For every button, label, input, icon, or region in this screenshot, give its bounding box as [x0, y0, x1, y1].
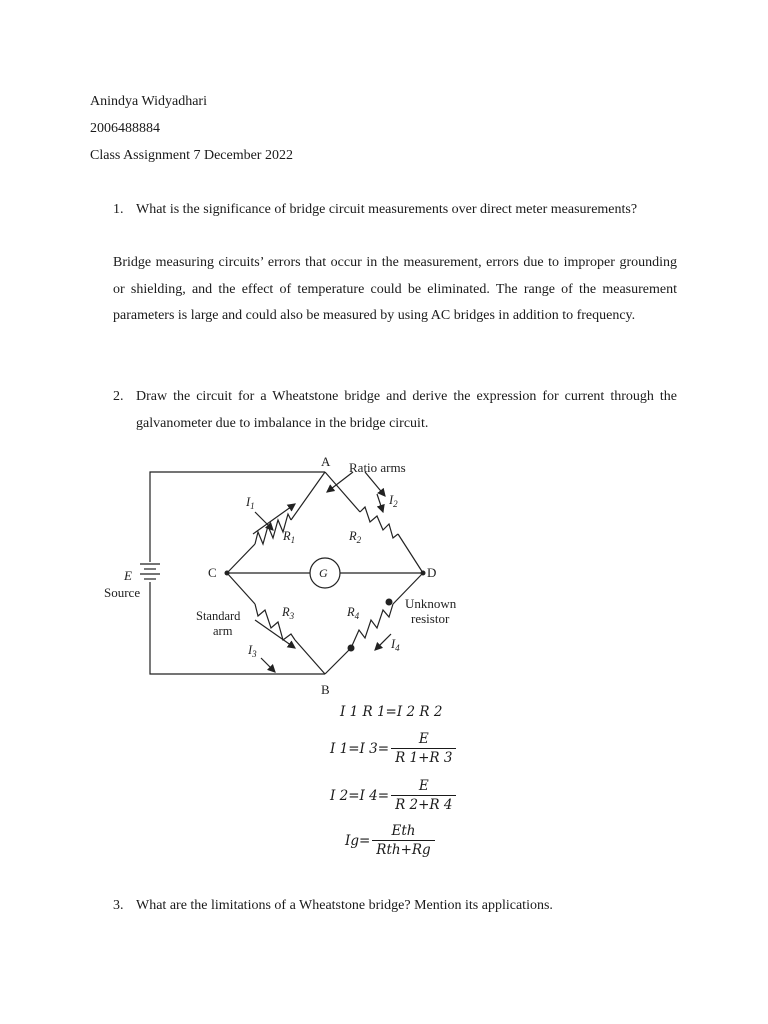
svg-text:I1: [245, 495, 255, 511]
r1-subscript: 1: [290, 535, 296, 545]
r1-label: R: [283, 529, 291, 543]
assignment-title: Class Assignment 7 December 2022: [90, 148, 293, 163]
student-id: 2006488884: [90, 121, 160, 136]
r2-label: R: [349, 529, 357, 543]
i3-label: I: [248, 643, 253, 657]
source-e-label: E: [124, 568, 132, 583]
svg-text:R3: [281, 605, 295, 621]
equation-i1-i3-fraction: [391, 731, 456, 766]
question-3-text: What are the limitations of a Wheatstone bridge? Mention its applications.: [136, 898, 553, 913]
question-3-number: 3.: [113, 898, 124, 913]
equation-i1-i3: [330, 731, 456, 766]
equation-i1-i3-lhs: I 1=I 3=: [330, 740, 390, 757]
resistor-r2: [360, 507, 398, 538]
svg-text:I4: [390, 637, 400, 653]
wheatstone-bridge-diagram: [95, 452, 475, 702]
i2-subscript: 2: [393, 499, 398, 509]
svg-text:I3: [247, 643, 257, 659]
ratio-arms-label: Ratio arms: [349, 460, 406, 475]
author-name: Anindya Widyadhari: [90, 94, 207, 109]
equation-balance: I 1 R 1=I 2 R 2: [340, 704, 443, 720]
equation-i1-i3-denominator: R 1+R 3: [391, 748, 456, 766]
source-wire-bottom: [150, 582, 325, 674]
answer-1: Bridge measuring circuits’ errors that occur in the measurement, errors due to improper grounding or shielding, and the effect of temperature could be eliminated. The range of the measurement parameters is large and could also be measured by using AC bridges in addition to frequency.: [113, 255, 677, 323]
i3-subscript: 3: [252, 649, 257, 659]
galvanometer-label: G: [319, 566, 328, 580]
r3-label: R: [282, 605, 290, 619]
r2-subscript: 2: [356, 535, 362, 545]
question-2-text: Draw the circuit for a Wheatstone bridge and derive the expression for current through the galvanometer due to imbalance in the bridge circuit.: [136, 389, 677, 431]
standard-arm-label-1: Standard: [196, 609, 241, 623]
svg-text:R4: [346, 605, 360, 621]
node-a-label: A: [321, 454, 331, 469]
equation-i2-i4-numerator: E: [418, 778, 429, 794]
equation-ig-fraction: [372, 823, 434, 858]
equation-i1-i3-numerator: E: [418, 731, 429, 747]
r3-subscript: 3: [289, 611, 295, 621]
node-d-label: D: [427, 565, 437, 580]
i4-label: I: [391, 637, 396, 651]
equation-i2-i4: [330, 778, 456, 813]
equation-ig-denominator: Rth+Rg: [372, 840, 434, 858]
equation-i2-i4-denominator: R 2+R 4: [391, 795, 456, 813]
i4-subscript: 4: [395, 643, 400, 653]
r4-label: R: [347, 605, 355, 619]
question-2-number: 2.: [113, 389, 124, 404]
equation-ig-numerator: Eth: [391, 823, 416, 839]
unknown-resistor-label-1: Unknown: [405, 596, 457, 611]
standard-arm-label-2: arm: [213, 624, 233, 638]
source-wire-top: [150, 472, 325, 562]
unknown-resistor-label-2: resistor: [411, 611, 450, 626]
question-1-number: 1.: [113, 202, 124, 217]
question-1-text: What is the significance of bridge circuit measurements over direct meter measurements?: [136, 202, 638, 217]
svg-text:I2: [388, 493, 398, 509]
source-label: Source: [104, 585, 141, 600]
i1-label: I: [246, 495, 251, 509]
equation-i2-i4-fraction: [391, 778, 456, 813]
svg-text:R1: [282, 529, 295, 545]
node-b-label: B: [321, 682, 330, 697]
equation-i2-i4-lhs: I 2=I 4=: [330, 787, 390, 804]
svg-text:R2: [348, 529, 362, 545]
r4-subscript: 4: [354, 611, 360, 621]
equation-ig: [345, 823, 435, 858]
i2-label: I: [389, 493, 394, 507]
i1-subscript: 1: [250, 501, 255, 511]
equation-ig-lhs: Ig=: [345, 832, 371, 849]
node-c-label: C: [208, 565, 217, 580]
